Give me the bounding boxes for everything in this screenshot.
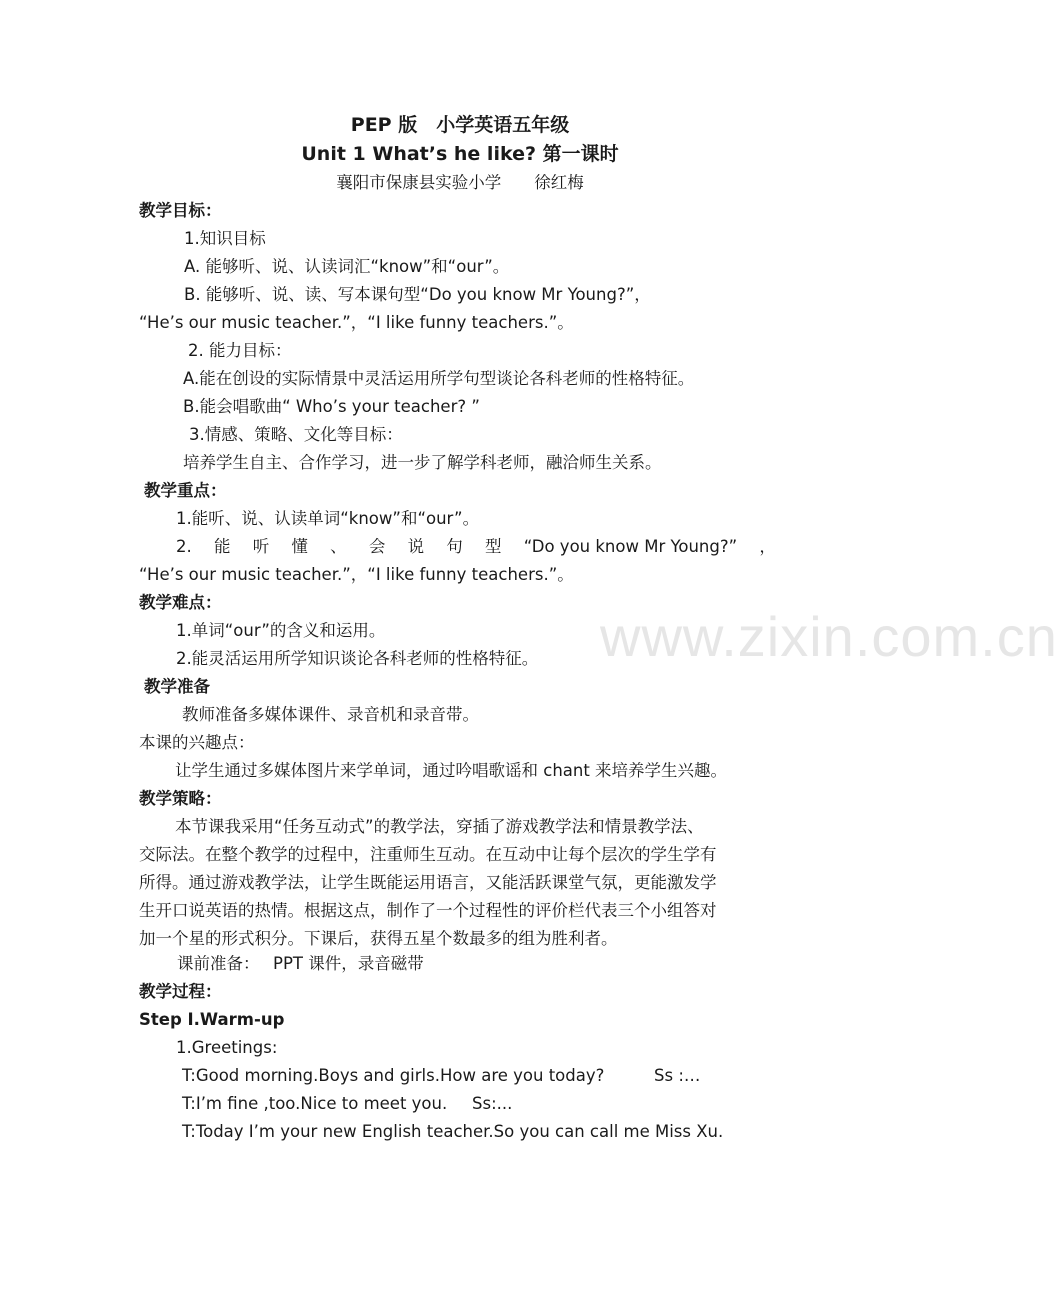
dialogue-teacher-2: T:I’m fine ,too.Nice to meet you. (182, 1094, 448, 1113)
key-point-2-word: “Do you know Mr Young?” (523, 537, 738, 556)
preparation-heading: 教学准备 (144, 677, 210, 696)
interest-heading: 本课的兴趣点： (139, 733, 255, 752)
strategy-line: 生开口说英语的热情。根据这点，制作了一个过程性的评价栏代表三个小组答对 (139, 901, 717, 920)
key-point-2 (176, 536, 776, 558)
key-point-2-word: 能 (213, 537, 231, 556)
key-point-2-word: 句 (446, 537, 463, 556)
ability-goal-title: 2. 能力目标： (188, 341, 292, 360)
step-heading: Step I.Warm-up (139, 1010, 285, 1029)
emotion-goal-text: 培养学生自主、合作学习，进一步了解学科老师，融洽师生关系。 (183, 453, 662, 472)
dialogue-students-1: Ss :… (654, 1066, 701, 1085)
interest-text: 让学生通过多媒体图片来学单词，通过吟唱歌谣和 chant 来培养学生兴趣。 (175, 761, 728, 780)
ability-goal-a: A.能在创设的实际情景中灵活运用所学句型谈论各科老师的性格特征。 (183, 369, 695, 388)
key-point-2-word: ， (759, 537, 776, 556)
knowledge-goal-b-cont: “He’s our music teacher.”，“I like funny teachers.”。 (139, 313, 574, 332)
dialogue-teacher-3: T:Today I’m your new English teacher.So you can call me Miss Xu. (182, 1122, 724, 1141)
greetings-label: 1.Greetings: (176, 1038, 278, 1057)
strategy-line: 加一个星的形式积分。下课后，获得五星个数最多的组为胜利者。 (139, 929, 618, 948)
strategy-line: 交际法。在整个教学的过程中，注重师生互动。在互动中让每个层次的学生学有 (139, 845, 717, 864)
dialogue-students-2: Ss:... (472, 1094, 513, 1113)
dialogue-teacher-1: T:Good morning.Boys and girls.How are you today? (182, 1066, 605, 1085)
knowledge-goal-b: B. 能够听、说、读、写本课句型“Do you know Mr Young?”， (184, 285, 651, 304)
strategy-heading: 教学策略： (139, 789, 222, 808)
goals-heading: 教学目标： (139, 201, 222, 220)
preparation-text: 教师准备多媒体课件、录音机和录音带。 (182, 705, 479, 724)
knowledge-goal-title: 1.知识目标 (184, 229, 266, 248)
key-point-2-word: 懂 (291, 537, 308, 556)
pre-class-prep: 课前准备： PPT 课件，录音磁带 (177, 954, 424, 973)
emotion-goal-title: 3.情感、策略、文化等目标： (189, 425, 403, 444)
watermark: www.zixin.com.cn (600, 605, 1058, 668)
key-point-2-word: 、 (330, 537, 347, 556)
strategy-line: 所得。通过游戏教学法，让学生既能运用语言，又能活跃课堂气氛，更能激发学 (139, 873, 717, 892)
key-point-2-word: 听 (252, 537, 270, 556)
key-points-heading: 教学重点： (144, 481, 227, 500)
process-heading: 教学过程： (139, 982, 222, 1001)
key-point-1: 1.能听、说、认读单词“know”和“our”。 (176, 509, 480, 528)
key-point-2-word: 型 (485, 537, 502, 556)
key-point-2-cont: “He’s our music teacher.”，“I like funny teachers.”。 (139, 565, 574, 584)
ability-goal-b: B.能会唱歌曲“ Who’s your teacher? ” (183, 397, 480, 416)
key-point-2-word: 会 (368, 537, 386, 556)
difficult-point-1: 1.单词“our”的含义和运用。 (176, 621, 386, 640)
knowledge-goal-a: A. 能够听、说、认读词汇“know”和“our”。 (184, 257, 510, 276)
key-point-2-word: 2. (176, 537, 192, 556)
strategy-line: 本节课我采用“任务互动式”的教学法，穿插了游戏教学法和情景教学法、 (175, 817, 704, 836)
difficult-points-heading: 教学难点： (139, 593, 222, 612)
author-line: 襄阳市保康县实验小学 徐红梅 (336, 173, 584, 192)
difficult-point-2: 2.能灵活运用所学知识谈论各科老师的性格特征。 (176, 649, 539, 668)
key-point-2-word: 说 (407, 537, 425, 556)
doc-title-line1: PEP 版 小学英语五年级 (350, 114, 570, 136)
doc-title-line2: Unit 1 What’s he like? 第一课时 (301, 143, 619, 165)
